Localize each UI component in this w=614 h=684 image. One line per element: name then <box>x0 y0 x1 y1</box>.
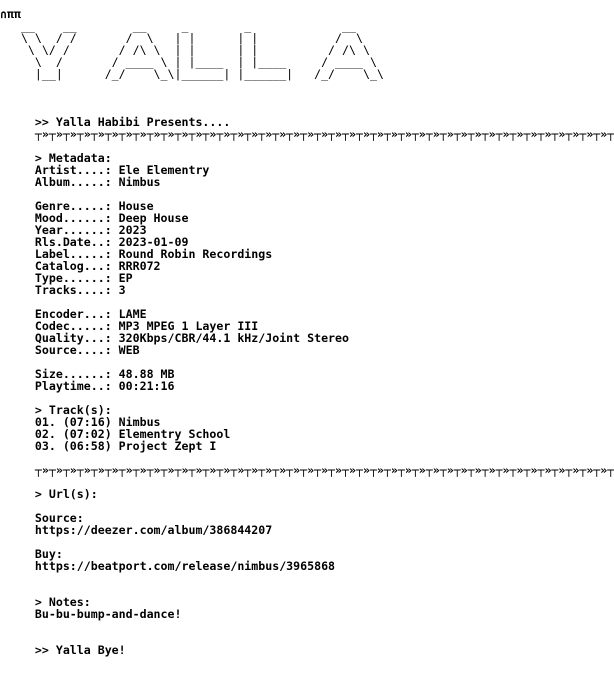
text-line: Artist....: Ele Elementry <box>0 163 210 177</box>
text-line: Catalog...: RRR072 <box>0 259 161 273</box>
blank-line <box>0 80 512 92</box>
text-line: Genre.....: House <box>0 199 154 213</box>
text-line: Quality...: 320Kbps/CBR/44.1 kHz/Joint Stereo <box>0 331 350 345</box>
text-line: 03. (06:58) Project Zept I <box>0 439 217 453</box>
url-line: https://deezer.com/album/386844207 <box>0 523 273 537</box>
text-line: Source....: WEB <box>0 343 140 357</box>
section-heading: >> Yalla Habibi Presents.... <box>0 115 231 129</box>
text-line: Playtime..: 00:21:16 <box>0 379 175 393</box>
section-heading: > Notes: <box>0 595 91 609</box>
section-heading: >> Yalla Bye! <box>0 643 126 657</box>
section-heading: > Url(s): <box>0 487 98 501</box>
text-line: Mood......: Deep House <box>0 211 189 225</box>
blank-line <box>0 572 512 584</box>
blank-line <box>0 620 512 632</box>
text-line: Tracks....: 3 <box>0 283 126 297</box>
text-line: 02. (07:02) Elementry School <box>0 427 231 441</box>
text-line: Type......: EP <box>0 271 133 285</box>
text-line: Buy: <box>0 547 63 561</box>
ascii-logo-line: \ / / ____ \ | |____ | |____ / ____ \ <box>0 55 377 69</box>
text-line: Rls.Date..: 2023-01-09 <box>0 235 189 249</box>
text-line: Year......: 2023 <box>0 223 147 237</box>
text-line: Label.....: Round Robin Recordings <box>0 247 273 261</box>
corner-glyph: ∩ππ <box>0 7 21 21</box>
text-line: Codec.....: MP3 MPEG 1 Layer III <box>0 319 259 333</box>
separator-line: ┬»┬»┬»┬»┬»┬»┬»┬»┬»┬»┬»┬»┬»┬»┬»┬»┬»┬»┬»┬»┬»┬»┬»┬»┬»┬»┬»┬»┬»┬»┬»┬»┬»┬»┬»┬»┬»┬»┬»┬»┬»┬ <box>0 463 614 477</box>
text-line: Bu-bu-bump-and-dance! <box>0 607 182 621</box>
ascii-logo-line: \ \/ / / /\ \ | | | | / /\ \ <box>0 43 370 57</box>
text-line: Size......: 48.88 MB <box>0 367 175 381</box>
text-line: Source: <box>0 511 84 525</box>
text-line: Album.....: Nimbus <box>0 175 161 189</box>
url-line: https://beatport.com/release/nimbus/3965868 <box>0 559 336 573</box>
text-line: 01. (07:16) Nimbus <box>0 415 161 429</box>
nfo-text <box>0 7 614 657</box>
separator-line: ┬»┬»┬»┬»┬»┬»┬»┬»┬»┬»┬»┬»┬»┬»┬»┬»┬»┬»┬»┬»┬»┬»┬»┬»┬»┬»┬»┬»┬»┬»┬»┬»┬»┬»┬»┬»┬»┬»┬»┬»┬»┬ <box>0 127 614 141</box>
ascii-logo-line: \ \ / / / \ | | | | / \ <box>0 31 363 45</box>
text-line: Encoder...: LAME <box>0 307 147 321</box>
ascii-logo-line: |__| /_/ \_\|______| |______| /_/ \_\ <box>0 67 384 81</box>
section-heading: > Track(s): <box>0 403 112 417</box>
blank-line <box>0 92 512 104</box>
section-heading: > Metadata: <box>0 151 112 165</box>
blank-line <box>0 536 512 548</box>
ascii-logo-line: __ __ __ _ _ __ <box>0 19 356 33</box>
